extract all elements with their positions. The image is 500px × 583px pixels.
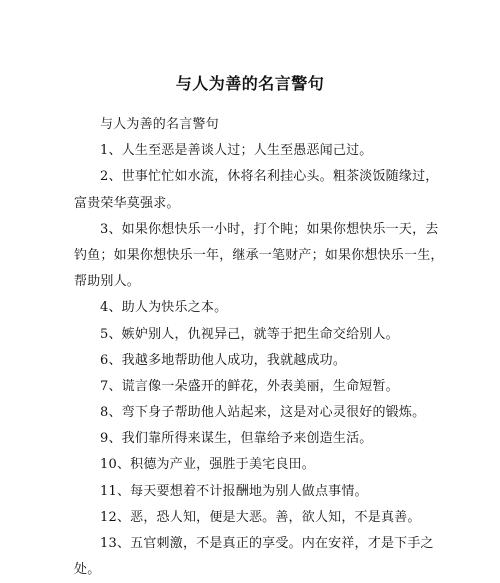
document-body (74, 112, 444, 583)
text-line: 2、世事忙忙如水流，休将名利挂心头。粗茶淡饭随缘过， (100, 169, 439, 185)
text-line: 4、助人为快乐之本。 (100, 300, 228, 316)
page-title: 与人为善的名言警句 (175, 74, 325, 93)
text-line: 1、人生至恶是善谈人过；人生至愚恶闻己过。 (100, 143, 373, 159)
text-line: 帮助别人。 (74, 274, 141, 290)
text-line: 9、我们靠所得来谋生，但靠给予来创造生活。 (100, 431, 373, 447)
text-line: 富贵荣华莫强求。 (74, 195, 180, 211)
text-line: 13、五官刺激，不是真正的享受。内在安祥，才是下手之 (100, 536, 434, 551)
text-line: 与人为善的名言警句 (100, 117, 219, 132)
text-line: 11、每天要想着不计报酬地为别人做点事情。 (100, 483, 368, 499)
text-line: 3、如果你想快乐一小时，打个盹；如果你想快乐一天，去 (100, 221, 439, 237)
text-line: 6、我越多地帮助他人成功，我就越成功。 (100, 352, 347, 368)
text-line: 处。 (74, 562, 101, 578)
text-line: 8、弯下身子帮助他人站起来，这是对心灵很好的锻炼。 (100, 405, 426, 421)
text-line: 钓鱼；如果你想快乐一年，继承一笔财产；如果你想快乐一生， (74, 247, 444, 263)
text-line: 12、恶，恐人知，便是大恶。善，欲人知，不是真善。 (100, 509, 421, 525)
text-line: 5、嫉妒别人，仇视异己，就等于把生命交给别人。 (100, 326, 399, 342)
text-line: 10、积德为产业，强胜于美宅良田。 (100, 457, 315, 473)
text-line: 7、谎言像一朵盛开的鲜花，外表美丽，生命短暂。 (100, 378, 399, 394)
